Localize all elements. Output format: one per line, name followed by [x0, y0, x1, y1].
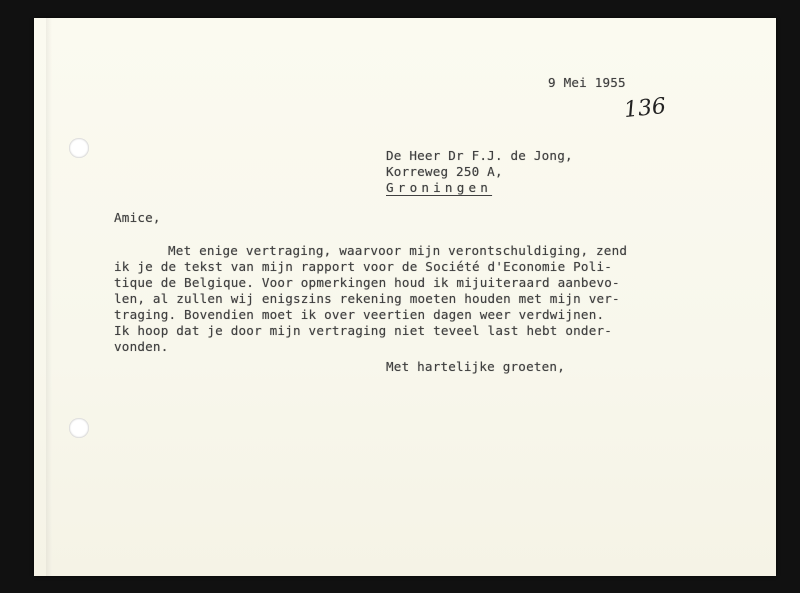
punch-hole-top [69, 138, 89, 158]
recipient-street: Korreweg 250 A, [386, 164, 503, 179]
body-line: Met enige vertraging, waarvoor mijn verontschuldiging, zend [168, 243, 628, 258]
punch-hole-bottom [69, 418, 89, 438]
letter-date: 9 Mei 1955 [548, 75, 626, 90]
body-line: ik je de tekst van mijn rapport voor de Société d'Economie Poli- [114, 259, 613, 274]
body-line: vonden. [114, 339, 169, 354]
closing: Met hartelijke groeten, [386, 359, 565, 374]
body-line: traging. Bovendien moet ik over veertien dagen weer verdwijnen. [114, 307, 605, 322]
body-line: Ik hoop dat je door mijn vertraging niet teveel last hebt onder- [114, 323, 613, 338]
recipient-city: Groningen [386, 180, 493, 195]
handwritten-folio-number: 136 [622, 93, 668, 124]
recipient-name: De Heer Dr F.J. de Jong, [386, 148, 573, 163]
body-line: tique de Belgique. Voor opmerkingen houd ik mijuiteraard aanbevo- [114, 275, 620, 290]
salutation: Amice, [114, 210, 161, 225]
body-line: len, al zullen wij enigszins rekening moeten houden met mijn ver- [114, 291, 620, 306]
letter-page [34, 18, 776, 576]
